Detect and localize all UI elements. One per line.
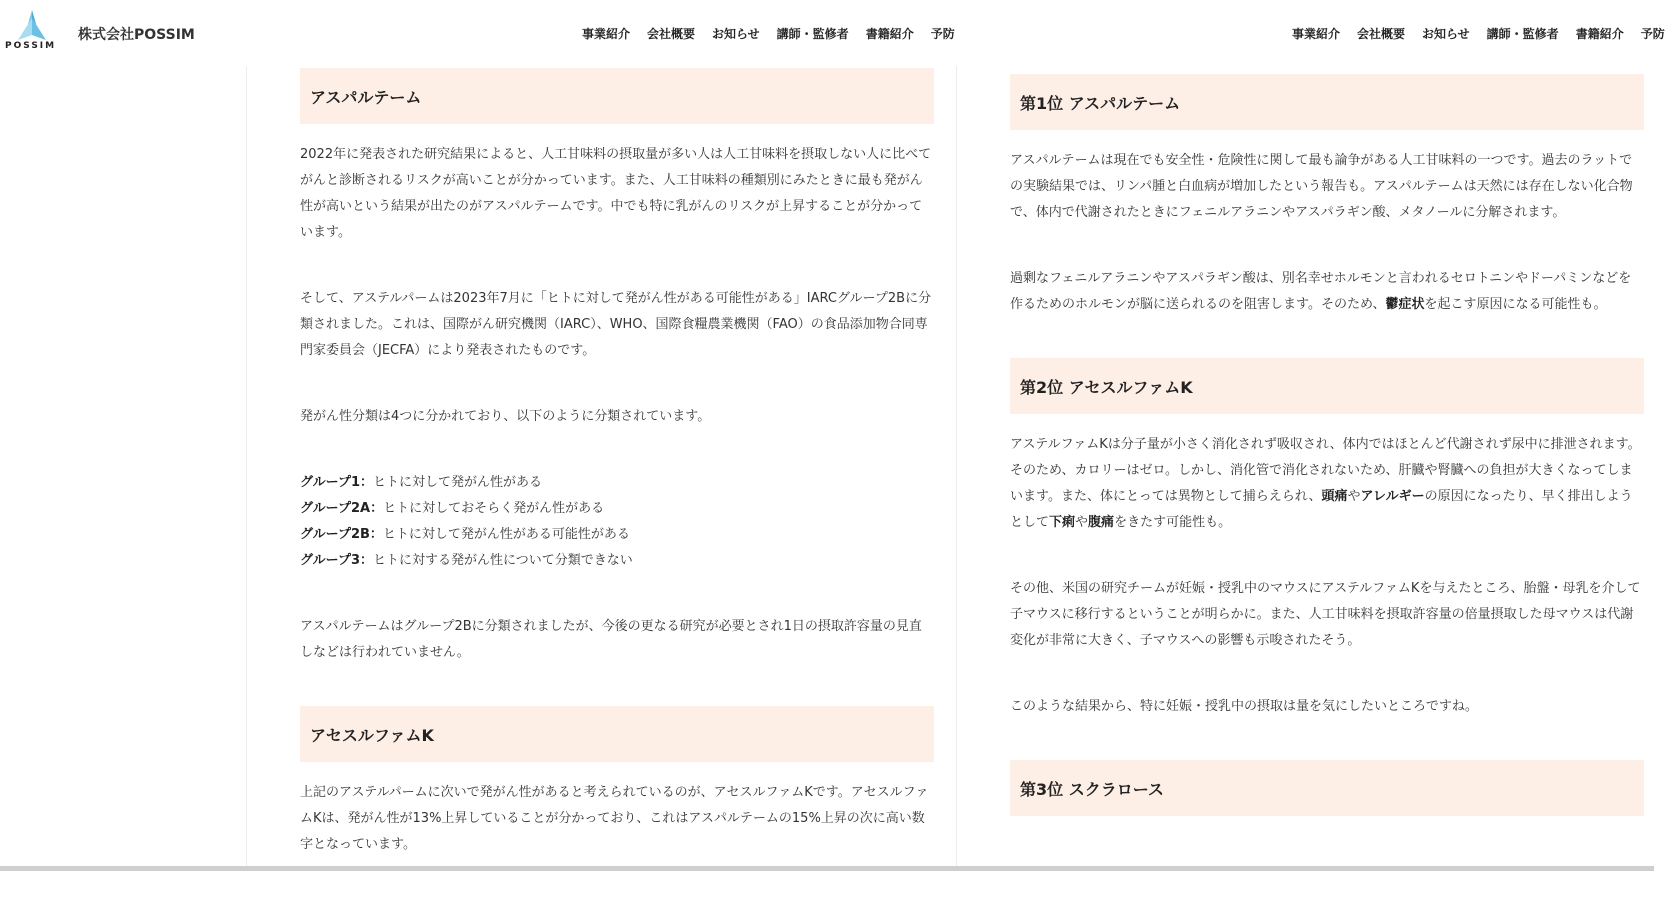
classification-list [300,470,934,574]
paragraph: 発がん性分類は4つに分かれており、以下のように分類されています。 [300,409,711,424]
logo-wordmark: POSSIM [5,41,57,51]
nav-lecturers[interactable]: 講師・監修者 [776,27,849,41]
paragraph: 過剰なフェニルアラニンやアスパラギン酸は、別名幸せホルモンと言われるセロトニンやドーパミンなどを作るためのホルモンが脳に送られるのを阻害します。そのため、鬱症状を起こす原因になる可能性も。 [1010,271,1632,312]
horizontal-scrollbar[interactable] [0,866,1654,871]
section-heading: アスパルテーム [300,68,934,124]
ranking-heading-2: 第2位 アセスルファムK [1010,358,1644,414]
list-item: グループ3：ヒトに対する発がん性について分類できない [300,553,633,568]
paragraph: アスパルテームは現在でも安全性・危険性に関して最も論争がある人工甘味料の一つです。過去のラットでの実験結果では、リンパ腫と白血病が増加したという報告も。アスパルテームは天然には存在しない化合物で、体内で代謝されたときにフェニルアラニンやアスパラギン酸、メタノールに分解されます。 [1010,153,1633,220]
nav-prevention[interactable]: 予防 [1640,27,1665,41]
nav-company[interactable]: 会社概要 [647,27,696,41]
company-name[interactable]: 株式会社POSSIM [78,27,195,43]
paragraph: その他、米国の研究チームが妊娠・授乳中のマウスにアステルファムKを与えたところ、胎盤・母乳を介して子マウスに移行するということが明らかに。また、人工甘味料を摂取許容量の倍量摂取した母マウスは代謝変化が非常に大きく、子マウスへの影響も示唆されたそう。 [1010,581,1641,648]
divider-line [956,66,957,871]
nav-books[interactable]: 書籍紹介 [1575,27,1624,41]
nav-company[interactable]: 会社概要 [1357,27,1406,41]
nav-prevention[interactable]: 予防 [930,27,955,41]
paragraph: 2022年に発表された研究結果によると、人工甘味料の摂取量が多い人は人工甘味料を摂取しない人に比べてがんと診断されるリスクが高いことが分かっています。また、人工甘味料の種類別にみたときに最も発がん性が高いという結果が出たのがアスパルテームです。中でも特に乳がんのリスクが上昇することが分かっています。 [300,147,932,240]
ranking-heading-3: 第3位 スクラロース [1010,760,1644,816]
list-item: グループ2A：ヒトに対しておそらく発がん性がある [300,501,605,516]
paragraph: アスパルテームはグループ2Bに分類されましたが、今後の更なる研究が必要とされ1日の摂取許容量の見直しなどは行われていません。 [300,619,922,660]
article-left [300,68,934,898]
article-right [1010,74,1644,834]
paragraph: アステルファムKは分子量が小さく消化されず吸収され、体内ではほとんど代謝されず尿中に排泄されます。そのため、カロリーはゼロ。しかし、消化管で消化されないため、肝臓や腎臓への負担が大きくなってしまいます。また、体にとっては異物として捕らえられ、頭痛やアレルギーの原因になったり、早く排出しようとして下痢や腹痛をきたす可能性も。 [1010,437,1641,530]
nav-news[interactable]: お知らせ [712,27,760,41]
paragraph: そして、アステルパームは2023年7月に「ヒトに対して発がん性がある可能性がある」IARCグループ2Bに分類されました。これは、国際がん研究機関（IARC）、WHO、国際食糧農業機関（FAO）の食品添加物合同専門家委員会（JECFA）により発表されたものです。 [300,291,932,358]
section-heading: アセスルファムK [300,706,934,762]
ranking-heading-1: 第1位 アスパルテーム [1010,74,1644,130]
nav-books[interactable]: 書籍紹介 [865,27,914,41]
divider-line [246,66,247,871]
nav-news[interactable]: お知らせ [1422,27,1470,41]
list-item: グループ2B：ヒトに対して発がん性がある可能性がある [300,527,630,542]
paragraph: 上記のアステルパームに次いで発がん性があると考えられているのが、アセスルファムKです。アセスルファムKは、発がん性が13%上昇していることが分かっており、これはアスパルテームの15%上昇の次に高い数字となっています。 [300,785,929,852]
paragraph: このような結果から、特に妊娠・授乳中の摂取は量を気にしたいところですね。 [1010,699,1478,714]
nav-business[interactable]: 事業紹介 [1292,27,1341,41]
nav-business[interactable]: 事業紹介 [582,27,631,41]
main-nav-right [1292,25,1665,42]
nav-lecturers[interactable]: 講師・監修者 [1486,27,1559,41]
main-nav-left [582,25,954,42]
list-item: グループ1：ヒトに対して発がん性がある [300,475,543,490]
